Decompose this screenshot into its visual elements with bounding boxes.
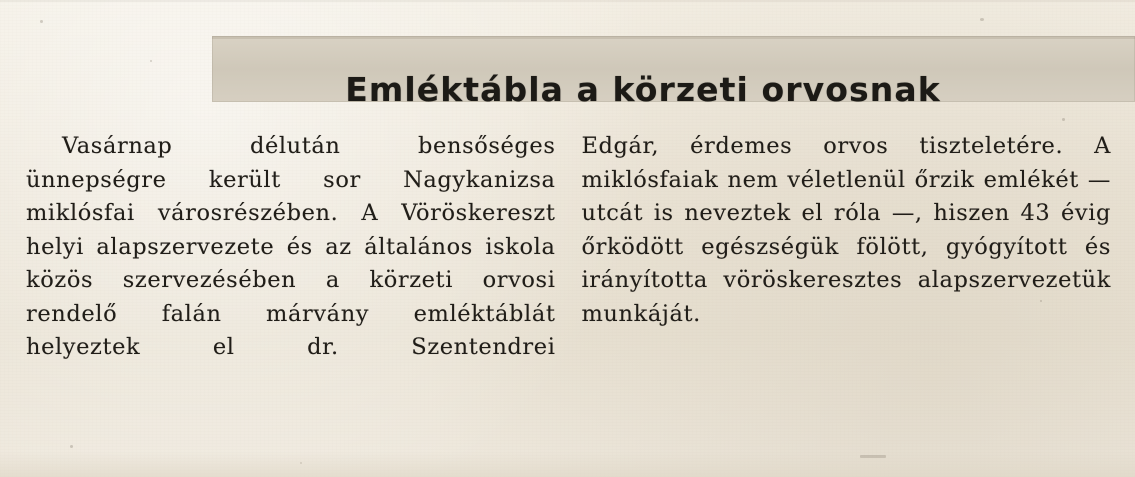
paper-speck bbox=[1062, 118, 1065, 121]
paper-speck bbox=[980, 18, 984, 21]
paper-speck bbox=[300, 462, 302, 464]
article-body bbox=[26, 130, 1111, 365]
article-column-left bbox=[26, 130, 556, 365]
paper-speck bbox=[150, 60, 152, 62]
paragraph: Vasárnap délután bensőséges ünnepségre került sor Nagykanizsa miklósfai városrészében. A Vöröskereszt helyi alapszervezete és az általános iskola közös szervezésében a körzeti orvosi rendelő falán márvány emléktáblát helyeztek el dr. Szentendrei bbox=[26, 133, 556, 360]
bottom-fade bbox=[0, 451, 1135, 477]
clipping-top-edge bbox=[0, 0, 1135, 2]
paper-speck bbox=[40, 20, 43, 23]
paragraph: Edgár, érdemes orvos tiszteletére. A miklósfaiak nem véletlenül őrzik emlékét — utcát is neveztek el róla —, hiszen 43 évig őrködött egészségük fölött, gyógyított és irányította vöröskeresztes alapszervezetük munkáját. bbox=[581, 133, 1111, 327]
page-title: Emléktábla a körzeti orvosnak bbox=[345, 70, 941, 110]
paper-speck bbox=[860, 455, 886, 458]
paper-speck bbox=[70, 445, 73, 448]
article-column-right bbox=[582, 130, 1112, 365]
